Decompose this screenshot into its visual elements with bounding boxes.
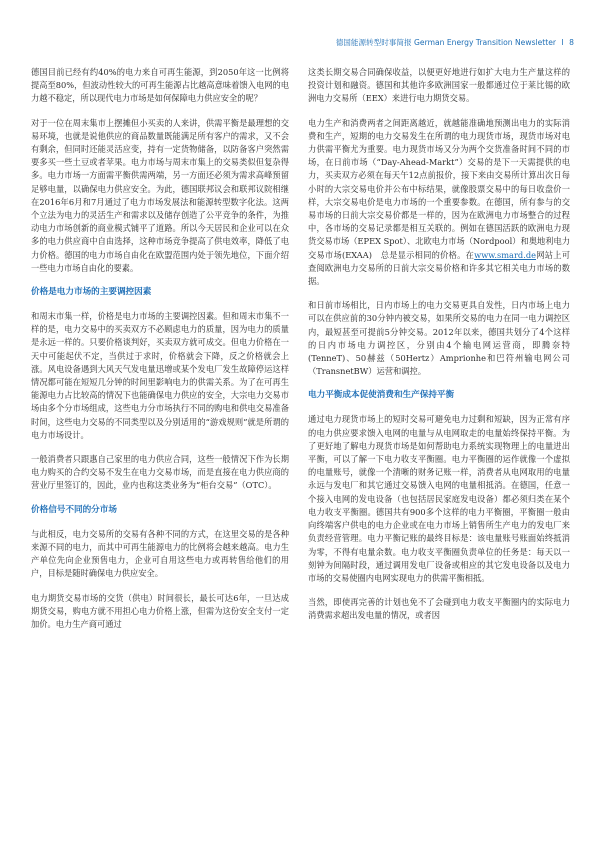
paragraph: 这类长期交易合同确保收益，以便更好地进行如扩大电力生产量这样的投资计划和融资。德国和其他许多欧洲国家一般都通过位于莱比锡的欧洲电力交易所（EEX）来进行电力期货交易。: [308, 67, 570, 104]
newsletter-title-en: German Energy Transition Newsletter: [414, 38, 557, 47]
paragraph: 德国目前已经有约40%的电力来自可再生能源，到2050年这一比例将提高至80%，但波动性较大的可再生能源占比越高意味着馈入电网的电力越不稳定，所以现代电力市场是如何保障电力供应安全的呢？: [31, 67, 289, 104]
paragraph: [308, 117, 570, 289]
paragraph-text: 电力生产和消费两者之间距离越近，就越能准确地预测出电力的实际消费和生产，短期的电力交易发生在所谓的电力现货市场，现货市场对电力供需平衡尤为重要。电力现货市场又分为两个交货准备时间不同的市场，在日前市场（“Day-Ahead-Markt”）交易的是下一天需提供的电力，买卖双方必须在每天午12点前报价，接下来由交易所计算出次日每小时的大宗交易电价并公布中标结果，就像股票交易中的每日收盘价一样，大宗交易电价是电力市场的一个重要参数。在德国，所有参与的交易市场的日前大宗交易价都是一样的，因为在欧洲电力市场整合的过程中，各市场的交易记录都是相互关联的。例如在德国活跃的欧洲电力现货交易市场（EPEX Spot）、北欧电力市场（Nordpool）和奥地利电力交易市场(EXAA) 总是显示相同的价格。在: [308, 117, 570, 260]
newsletter-title-cn: 德国能源转型时事简报: [335, 38, 412, 47]
right-column: [308, 66, 570, 634]
page-header: [336, 37, 574, 48]
smard-link[interactable]: www.smard.de: [474, 249, 536, 260]
section-heading-sub-markets: 价格信号不同的分市场: [31, 504, 117, 515]
paragraph: 一般消费者只跟惠自己家里的电力供应合同，这些一般情况下作为长期电力购买的合约交易不发生在电力交易市场，而是直接在电力供应商的营业厅里签订的，因此，业内也称这类业务为“柜台交易”（OTC）。: [31, 454, 289, 491]
paragraph: 电力期货交易市场的交货（供电）时间很长，最长可达6年，一旦达成期货交易，购电方就不用担心电力价格上涨，但需为这份安全支付一定加价。电力生产商可通过: [31, 592, 289, 629]
header-separator: I: [561, 38, 564, 47]
paragraph: 当然，即使再完善的计划也免不了会碰到电力收支平衡圈内的实际电力消费需求超出发电量的情况，或者因: [308, 597, 570, 621]
paragraph: 和日前市场相比，日内市场上的电力交易更具自发性，日内市场上电力可以在供应前的30分钟内被交易，如果所交易的电力在同一电力调控区内，最短甚至可提前5分钟交易。2012年以来，德国共划分了4个这样的日内市场电力调控区，分别由4个输电网运营商，即腾奈特(TenneT)、50赫兹（50Hertz）Amprionhe和巴符州输电网公司（TransnetBW）运营和调控。: [308, 300, 570, 377]
paragraph: 对于一位在周末集市上摆摊但小买卖的人来讲，供需平衡是最理想的交易环境，也就是说他供应的商品数量既能满足所有客户的需求，又不会有剩余，但同时还能灵活应变，持有一定货物储备，以防备客户突然需要多买一些土豆或者苹果。电力市场与周末市集上的交易类似但复杂得多。电力市场一方面需平衡供需两端，另一方面还必须为需求高峰预留足够电量，以确保电力供应安全。为此，德国联邦议会和联邦议院相继在2016年6月和7月通过了电力市场发展法和能源转型数字化法。这两个立法为电力的灵活生产和需求以及储存创造了公平竞争的条件，为推动电力市场创新的商业模式铺平了道路。所以今天居民和企业可以在众多的电力供应商中自由选择，这种市场竞争提高了供电效率，降低了电力价格。德国的电力市场自由化在欧盟范围内处于领先地位，下面介绍一些电力市场自由化的要素。: [31, 117, 289, 273]
paragraph-text: 网站上可查阅欧洲电力交易所的日前大宗交易价格和许多其它相关电力市场的数据。: [308, 249, 570, 287]
section-heading-price-control: 价格是电力市场的主要调控因素: [31, 287, 152, 298]
paragraph: 与此相反，电力交易所的交易有各种不同的方式，在这里交易的是各种来源不同的电力，而其中可再生能源电力的比例将会越来越高。电力生产单位先向企业预售电力，企业可自用这些电力或再转售给他们的用户，目标是随时确保电力供应安全。: [31, 528, 289, 579]
left-column: [31, 66, 289, 642]
paragraph: 通过电力现货市场上的短时交易可避免电力过剩和短缺，因为正常有序的电力供应要求馈入电网的电量与从电网取走的电量始终保持平衡。为了更好地了解电力现货市场是如何帮助电力系统实现物理上的电量进出平衡，可以了解一下电力收支平衡圈。电力平衡圈的运作就像一个虚拟的电量账号，就像一个清晰的财务记账一样，消费者从电网取用的电量永远与发电厂和其它通过交易馈入电网的电量相抵消。在德国，任意一个接入电网的发电设备（也包括居民家庭发电设备）都必须归类在某个电力收支平衡圈。德国共有900多个这样的电力平衡圈，平衡圈一般由向终端客户供电的电力企业或在电力市场上销售所生产电力的发电厂来负责经营管理。电力平衡记账的最终目标是：该电量账号账面始终抵消为零，不得有电量余数。电力收支平衡圈负责单位的任务是：每天以一刻钟为间隔时段，通过调用发电厂设备或相应的其它发电设备以及电力市场的交易使圈内电网实现电力的供需平衡相抵。: [308, 414, 570, 583]
paragraph: 和周末市集一样，价格是电力市场的主要调控因素。但和周末市集不一样的是，电力交易中的买卖双方不必顾虑电力的质量，因为电力的质量是永远一样的。只要价格谈判好，买卖双方就可成交。但电力价格在一天中可能起伏不定，当供过于求时，价格就会下降，反之价格就会上涨。风电设备遇到大风天气发电量迅增或某个发电厂发生故障停运这样情况都可能在短短几分钟的时间里影响电力的供需关系。为了在可再生能源电力占比较高的情况下也能确保电力供应的安全，大宗电力交易市场由多个分市场组成，这些电力分市场执行不同的购电和供电交易准备时间，这些电力交易的不同类型以及分别适用的“游戏规则”就是所谓的电力市场设计。: [31, 311, 289, 440]
page-number: 8: [569, 38, 574, 47]
section-heading-balancing: 电力平衡成本促使消费和生产保持平衡: [308, 390, 455, 401]
